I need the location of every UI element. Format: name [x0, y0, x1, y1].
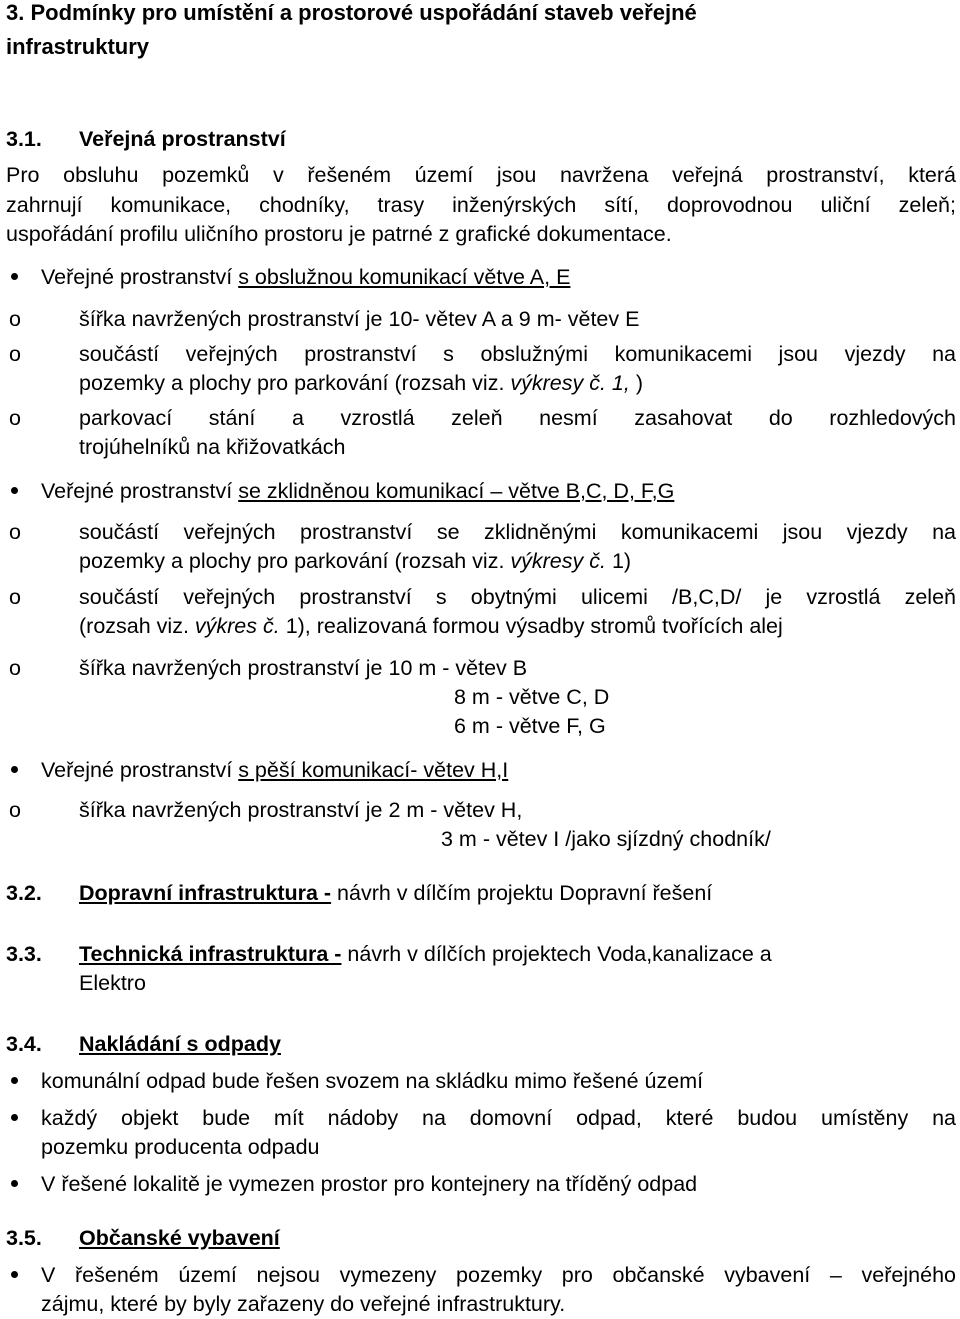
chapter-heading-line-1: 3. Podmínky pro umístění a prostorové uspořádání staveb veřejné [6, 0, 697, 25]
section-number-3-5: 3.5. [6, 1226, 42, 1250]
paragraph-line: zahrnují komunikace, chodníky, trasy inženýrských sítí, doprovodnou uliční zeleň; [6, 193, 956, 217]
sub-item-text: pozemky a plochy pro parkování (rozsah viz. výkresy č. 1) [79, 549, 632, 573]
section-title-3-3: Technická infrastruktura - [79, 942, 342, 966]
bullet-text: Veřejné prostranství s pěší komunikací- větev H,I [41, 758, 509, 782]
sub-marker: o [9, 656, 21, 680]
bullet-icon [11, 766, 18, 773]
bullet-text: každý objekt bude mít nádoby na domovní odpad, které budou umístěny na [41, 1106, 956, 1130]
bullet-icon [11, 1077, 18, 1084]
sub-item-text: šířka navržených prostranství je 2 m - větev H, [79, 798, 523, 822]
sub-marker: o [9, 798, 21, 822]
sub-item-text: součástí veřejných prostranství s obytnými ulicemi /B,C,D/ je vzrostlá zeleň [79, 585, 956, 609]
underlined-text: s pěší komunikací- větev H,I [238, 758, 509, 782]
bullet-text: komunální odpad bude řešen svozem na skládku mimo řešené území [41, 1069, 704, 1093]
section-title-3-5: Občanské vybavení [79, 1226, 280, 1250]
section-number-3-3: 3.3. [6, 942, 42, 966]
sub-item-text: trojúhelníků na křižovatkách [79, 435, 346, 459]
chapter-heading-line-2: infrastruktury [6, 34, 150, 59]
sub-marker: o [9, 406, 21, 430]
sub-item-text: 3 m - větev I /jako sjízdný chodník/ [441, 827, 771, 851]
bullet-icon [11, 1114, 18, 1121]
bullet-icon [11, 1180, 18, 1187]
section-3-3-line: Technická infrastruktura - návrh v dílčích projektech Voda,kanalizace a [79, 942, 772, 966]
underlined-text: s obslužnou komunikací větve A, E [238, 265, 571, 289]
bullet-icon [11, 487, 18, 494]
sub-marker: o [9, 342, 21, 366]
sub-marker: o [9, 520, 21, 544]
sub-item-text: součástí veřejných prostranství s obslužnými komunikacemi jsou vjezdy na [79, 342, 956, 366]
paragraph-line: Pro obsluhu pozemků v řešeném území jsou navržena veřejná prostranství, která [6, 163, 956, 187]
sub-item-text: součástí veřejných prostranství se zklidněnými komunikacemi jsou vjezdy na [79, 520, 956, 544]
section-title-3-4: Nakládání s odpady [79, 1032, 281, 1056]
bullet-text: V řešeném území nejsou vymezeny pozemky pro občanské vybavení – veřejného [41, 1263, 956, 1287]
section-title-3-2: Dopravní infrastruktura - [79, 881, 332, 905]
section-title-3-1: Veřejná prostranství [79, 127, 286, 151]
section-number-3-2: 3.2. [6, 881, 42, 905]
sub-item-text: šířka navržených prostranství je 10 m - větev B [79, 656, 528, 680]
sub-item-text: (rozsah viz. výkres č. 1), realizovaná formou výsadby stromů tvořících alej [79, 614, 783, 638]
section-number-3-1: 3.1. [6, 127, 42, 151]
bullet-text: zájmu, které by byly zařazeny do veřejné infrastruktury. [41, 1292, 566, 1316]
section-3-2-line: Dopravní infrastruktura - návrh v dílčím projektu Dopravní řešení [79, 881, 713, 905]
section-3-3-line-2: Elektro [79, 971, 146, 995]
sub-marker: o [9, 585, 21, 609]
bullet-icon [11, 273, 18, 280]
bullet-text: pozemku producenta odpadu [41, 1135, 320, 1159]
sub-marker: o [9, 307, 21, 331]
underlined-text: se zklidněnou komunikací – větve B,C, D, F,G [238, 479, 675, 503]
paragraph-line: uspořádání profilu uličního prostoru je patrné z grafické dokumentace. [6, 222, 672, 246]
sub-item-text: 6 m - větve F, G [454, 714, 606, 738]
bullet-text: V řešené lokalitě je vymezen prostor pro kontejnery na tříděný odpad [41, 1172, 698, 1196]
bullet-icon [11, 1271, 18, 1278]
section-number-3-4: 3.4. [6, 1032, 42, 1056]
bullet-text: Veřejné prostranství s obslužnou komunikací větve A, E [41, 265, 571, 289]
sub-item-text: pozemky a plochy pro parkování (rozsah viz. výkresy č. 1, ) [79, 371, 643, 395]
sub-item-text: šířka navržených prostranství je 10- větev A a 9 m- větev E [79, 307, 640, 331]
sub-item-text: parkovací stání a vzrostlá zeleň nesmí zasahovat do rozhledových [79, 406, 956, 430]
sub-item-text: 8 m - větve C, D [454, 685, 610, 709]
bullet-text: Veřejné prostranství se zklidněnou komunikací – větve B,C, D, F,G [41, 479, 675, 503]
